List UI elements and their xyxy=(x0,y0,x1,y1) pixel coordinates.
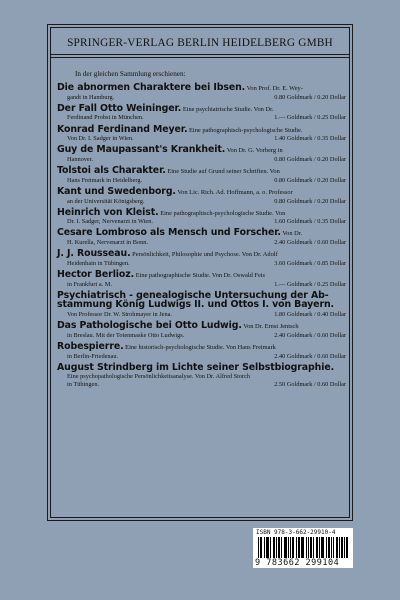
list-item xyxy=(57,167,346,185)
list-item xyxy=(57,340,346,361)
book-price: 2.40 Goldmark / 0.60 Dollar xyxy=(274,239,346,247)
book-title: Hector Berlioz. xyxy=(57,269,135,281)
list-item xyxy=(57,271,346,289)
book-author-line: Von Dr. I. Sadger in Wien. xyxy=(67,135,134,143)
book-title: Tolstoi als Charakter. xyxy=(57,165,166,177)
list-item xyxy=(57,229,346,247)
book-author-line: in Frankfurt a. M. xyxy=(67,280,112,288)
list-item xyxy=(57,146,346,164)
book-price: 1.60 Goldmark / 0.35 Dollar xyxy=(274,218,346,226)
barcode-icon xyxy=(258,537,348,558)
header-rule xyxy=(50,54,350,55)
book-author-line: an der Universität Königsberg. xyxy=(67,197,145,205)
book-author-line: Eine psychiatrische Studie. Von Dr. xyxy=(182,105,274,113)
book-author-line: in Breslau. Mit der Totenmaske Otto Ludwigs. xyxy=(67,331,185,339)
book-price: 1.40 Goldmark / 0.35 Dollar xyxy=(274,135,346,143)
book-author-line: Eine Studie auf Grund seiner Schriften. Von xyxy=(167,168,280,176)
publisher-name: SPRINGER-VERLAG BERLIN HEIDELBERG GMBH xyxy=(67,37,333,49)
book-title: Die abnormen Charaktere bei Ibsen. xyxy=(57,82,246,93)
book-title: Psychiatrisch - genealogische Untersuchung der Ab- xyxy=(57,289,329,301)
book-author-line: H. Kurella, Nervenarzt in Bonn. xyxy=(67,239,148,247)
book-author-line: gandt in Hamburg. xyxy=(67,93,115,101)
book-author-line: Hans Freimark in Heidelberg. xyxy=(67,176,143,184)
list-item xyxy=(57,361,346,390)
book-title: J. J. Rousseau. xyxy=(57,248,131,260)
book-author-line: in Berlin-Friedenau. xyxy=(67,352,119,360)
book-author-line: Eine psychopathologische Persönlichkeitsanalyse. Von Dr. Alfred Storch xyxy=(67,373,251,381)
book-title: August Strindberg im Lichte seiner Selbstbiographie. xyxy=(57,361,335,373)
list-item xyxy=(57,123,346,144)
header-rule-2 xyxy=(50,57,350,58)
book-author-line: Eine pathographisch-psychologische Studie. xyxy=(189,126,303,134)
isbn-barcode-box xyxy=(253,528,353,568)
book-author-line: Ferdinand Probst in München. xyxy=(67,114,144,122)
book-list xyxy=(57,84,346,393)
list-item xyxy=(57,185,346,206)
book-price: 2.50 Goldmark / 0.60 Dollar xyxy=(274,381,346,389)
list-item xyxy=(57,289,346,319)
list-item xyxy=(57,250,346,268)
book-title: Kant und Swedenborg. xyxy=(57,185,176,197)
list-item xyxy=(57,206,346,227)
book-author-line: Hannover. xyxy=(67,155,94,163)
book-price: 2.40 Goldmark / 0.60 Dollar xyxy=(274,352,346,360)
book-title: Konrad Ferdinand Meyer. xyxy=(57,123,188,135)
book-title: Cesare Lombroso als Mensch und Forscher. xyxy=(57,227,281,239)
book-title: Robespierre. xyxy=(57,340,124,352)
book-author-line: Von Dr. xyxy=(282,230,303,238)
book-author-line: Von Dr. G. Vorberg in xyxy=(226,147,283,155)
series-intro: In der gleichen Sammlung erschienen: xyxy=(75,70,186,78)
book-author-line: Von Lic. Rich. Ad. Hoffmann, a. o. Professor xyxy=(177,188,293,196)
book-author-line: Dr. I. Sadger, Nervenarzt in Wien. xyxy=(67,218,153,226)
book-author-line: Persönlichkeit, Philosophie und Psychose. Von Dr. Adolf xyxy=(132,251,278,259)
book-title: Heinrich von Kleist. xyxy=(57,206,159,218)
book-price: 1.— Goldmark / 0.25 Dollar xyxy=(274,280,346,288)
book-price: 0.80 Goldmark / 0.20 Dollar xyxy=(274,155,346,163)
list-item xyxy=(57,322,346,340)
book-author-line: Eine historisch-psychologische Studie. Von Hans Freimark xyxy=(125,343,276,351)
book-author-line: in Tübingen. xyxy=(67,381,100,389)
book-title: Guy de Maupassant's Krankheit. xyxy=(57,144,226,156)
book-price: 0.80 Goldmark / 0.20 Dollar xyxy=(274,176,346,184)
barcode-number: 9 783662 299104 xyxy=(255,558,340,568)
book-author-line: Von Dr. Ernst Jentsch xyxy=(243,323,299,331)
book-title: Das Pathologische bei Otto Ludwig. xyxy=(57,320,242,332)
list-item xyxy=(57,102,346,123)
book-author-line: Eine pathographische Studie. Von Dr. Oswald Feis xyxy=(135,272,266,280)
book-price: 3.60 Goldmark / 0.85 Dollar xyxy=(274,259,346,267)
book-title: Der Fall Otto Weininger. xyxy=(57,102,182,114)
book-author-line: Eine pathographisch-psychologische Studie. Von xyxy=(160,209,286,217)
book-price: 1.— Goldmark / 0.25 Dollar xyxy=(274,114,346,122)
book-title-continued: stammung König Ludwigs II. und Ottos I. von Bayern. xyxy=(57,299,334,311)
isbn-label: ISBN 978-3-662-29910-4 xyxy=(256,529,336,536)
book-price: 2.40 Goldmark / 0.60 Dollar xyxy=(274,331,346,339)
book-author-line: Heidenhain in Tübingen. xyxy=(67,259,130,267)
list-item xyxy=(57,84,346,102)
book-author-line: Von Professor Dr. W. Strohmayer in Jena. xyxy=(67,311,172,318)
book-price: 0.80 Goldmark / 0.20 Dollar xyxy=(274,197,346,205)
book-author-line: Von Prof. Dr. E. Wey- xyxy=(246,85,303,92)
book-price: 0.80 Goldmark / 0.20 Dollar xyxy=(274,93,346,101)
book-price: 1.80 Goldmark / 0.40 Dollar xyxy=(274,311,346,318)
